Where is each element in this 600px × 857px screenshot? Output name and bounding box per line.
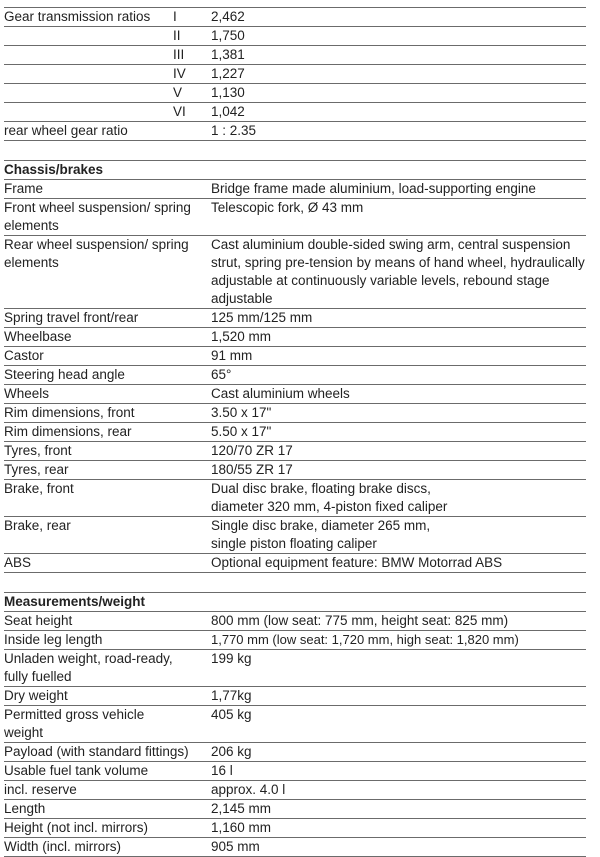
spec-label: Rim dimensions, front (4, 405, 135, 420)
gear-row-5 (4, 83, 586, 102)
spec-label: Height (not incl. mirrors) (4, 820, 149, 835)
chassis-section-title: Chassis/brakes (4, 160, 586, 179)
spec-sheet (4, 7, 586, 857)
measurements-section-title: Measurements/weight (4, 592, 586, 611)
spec-label: incl. reserve (4, 782, 77, 797)
table-row (4, 686, 586, 705)
spec-label: ABS (4, 555, 32, 570)
spec-value: 2,145 mm (211, 801, 272, 816)
spec-value: Dual disc brake, floating brake discs, diameter 320 mm, 4-piston fixed caliper (211, 481, 448, 514)
spec-value: Cast aluminium double-sided swing arm, central suspension strut, spring pre-tension by means of hand wheel, hydraulically adjustable at continuously variable levels, rebound stage adjustable (211, 237, 585, 306)
spec-label: Permitted gross vehicle weight (4, 707, 145, 740)
gear-ratio: 1,750 (211, 28, 245, 43)
spec-label: Front wheel suspension/ spring elements (4, 200, 191, 233)
spec-value: 120/70 ZR 17 (211, 443, 293, 458)
table-row (4, 705, 586, 742)
table-row (4, 179, 586, 198)
gear-number: V (173, 85, 183, 100)
gear-row-1 (4, 7, 586, 26)
spec-label: Rim dimensions, rear (4, 424, 132, 439)
table-row (4, 799, 586, 818)
spec-value: 16 l (211, 763, 233, 778)
spec-label: Seat height (4, 613, 73, 628)
spec-value: 1,77kg (211, 688, 252, 703)
spec-value: Optional equipment feature: BMW Motorrad ABS (211, 555, 503, 570)
gear-ratios-label: Gear transmission ratios (4, 9, 151, 24)
spec-label: Length (4, 801, 46, 816)
rear-wheel-gear-ratio-label: rear wheel gear ratio (4, 123, 128, 138)
spec-value: Telescopic fork, Ø 43 mm (211, 200, 364, 215)
table-row (4, 384, 586, 403)
table-row (4, 308, 586, 327)
spec-label: Tyres, front (4, 443, 72, 458)
spec-value: 180/55 ZR 17 (211, 462, 293, 477)
spec-label: Tyres, rear (4, 462, 69, 477)
table-row (4, 516, 586, 553)
table-row (4, 460, 586, 479)
table-row (4, 649, 586, 686)
spec-label: Frame (4, 181, 44, 196)
spec-label: Spring travel front/rear (4, 310, 139, 325)
spec-label: Steering head angle (4, 367, 125, 382)
gear-row-2 (4, 26, 586, 45)
spec-value: 1,770 mm (low seat: 1,720 mm, high seat: 1,820 mm) (211, 632, 519, 647)
spec-value: 91 mm (211, 348, 253, 363)
table-row (4, 365, 586, 384)
gear-row-6 (4, 102, 586, 121)
spec-value: approx. 4.0 l (211, 782, 286, 797)
spec-label: Castor (4, 348, 44, 363)
spec-value: 1,520 mm (211, 329, 272, 344)
section-spacer (4, 140, 586, 160)
spec-label: Wheels (4, 386, 50, 401)
table-row (4, 346, 586, 365)
chassis-table (4, 179, 586, 572)
gear-ratio: 1,381 (211, 47, 245, 62)
table-row (4, 235, 586, 308)
section-spacer (4, 572, 586, 592)
spec-label: Wheelbase (4, 329, 72, 344)
rear-wheel-gear-ratio-value: 1 : 2.35 (211, 123, 257, 138)
table-row (4, 198, 586, 235)
spec-value: Cast aluminium wheels (211, 386, 350, 401)
rear-wheel-gear-ratio-row (4, 121, 586, 140)
spec-value: 199 kg (211, 651, 252, 666)
gear-ratio: 1,227 (211, 66, 245, 81)
spec-value: 905 mm (211, 839, 260, 854)
spec-value: 800 mm (low seat: 775 mm, height seat: 825 mm) (211, 613, 509, 628)
spec-label: Dry weight (4, 688, 68, 703)
gear-row-4 (4, 64, 586, 83)
gear-ratio: 2,462 (211, 9, 245, 24)
spec-label: Unladen weight, road-ready, fully fuelled (4, 651, 173, 684)
table-row (4, 422, 586, 441)
spec-value: Bridge frame made aluminium, load-supporting engine (211, 181, 536, 196)
table-row (4, 837, 586, 856)
table-row (4, 611, 586, 630)
table-row (4, 441, 586, 460)
table-row (4, 780, 586, 799)
spec-label: Inside leg length (4, 632, 103, 647)
gear-number: I (173, 9, 177, 24)
gear-ratio: 1,042 (211, 104, 245, 119)
gear-number: III (173, 47, 185, 62)
table-row (4, 403, 586, 422)
gear-number: IV (173, 66, 186, 81)
table-row (4, 761, 586, 780)
spec-value: 206 kg (211, 744, 252, 759)
spec-value: 3.50 x 17" (211, 405, 272, 420)
measurements-table (4, 611, 586, 856)
spec-value: Single disc brake, diameter 265 mm, single piston floating caliper (211, 518, 431, 551)
table-row (4, 630, 586, 649)
gear-number: II (173, 28, 181, 43)
spec-label: Brake, rear (4, 518, 71, 533)
table-row (4, 327, 586, 346)
gear-number: VI (173, 104, 186, 119)
spec-value: 125 mm/125 mm (211, 310, 313, 325)
spec-value: 65° (211, 367, 232, 382)
table-row (4, 818, 586, 837)
table-row (4, 553, 586, 572)
spec-label: Width (incl. mirrors) (4, 839, 121, 854)
gear-ratio: 1,130 (211, 85, 245, 100)
spec-label: Usable fuel tank volume (4, 763, 149, 778)
spec-label: Rear wheel suspension/ spring elements (4, 237, 189, 270)
spec-label: Payload (with standard fittings) (4, 744, 189, 759)
table-row (4, 742, 586, 761)
spec-value: 405 kg (211, 707, 252, 722)
gear-row-3 (4, 45, 586, 64)
table-row (4, 479, 586, 516)
spec-value: 1,160 mm (211, 820, 272, 835)
spec-value: 5.50 x 17" (211, 424, 272, 439)
spec-label: Brake, front (4, 481, 74, 496)
